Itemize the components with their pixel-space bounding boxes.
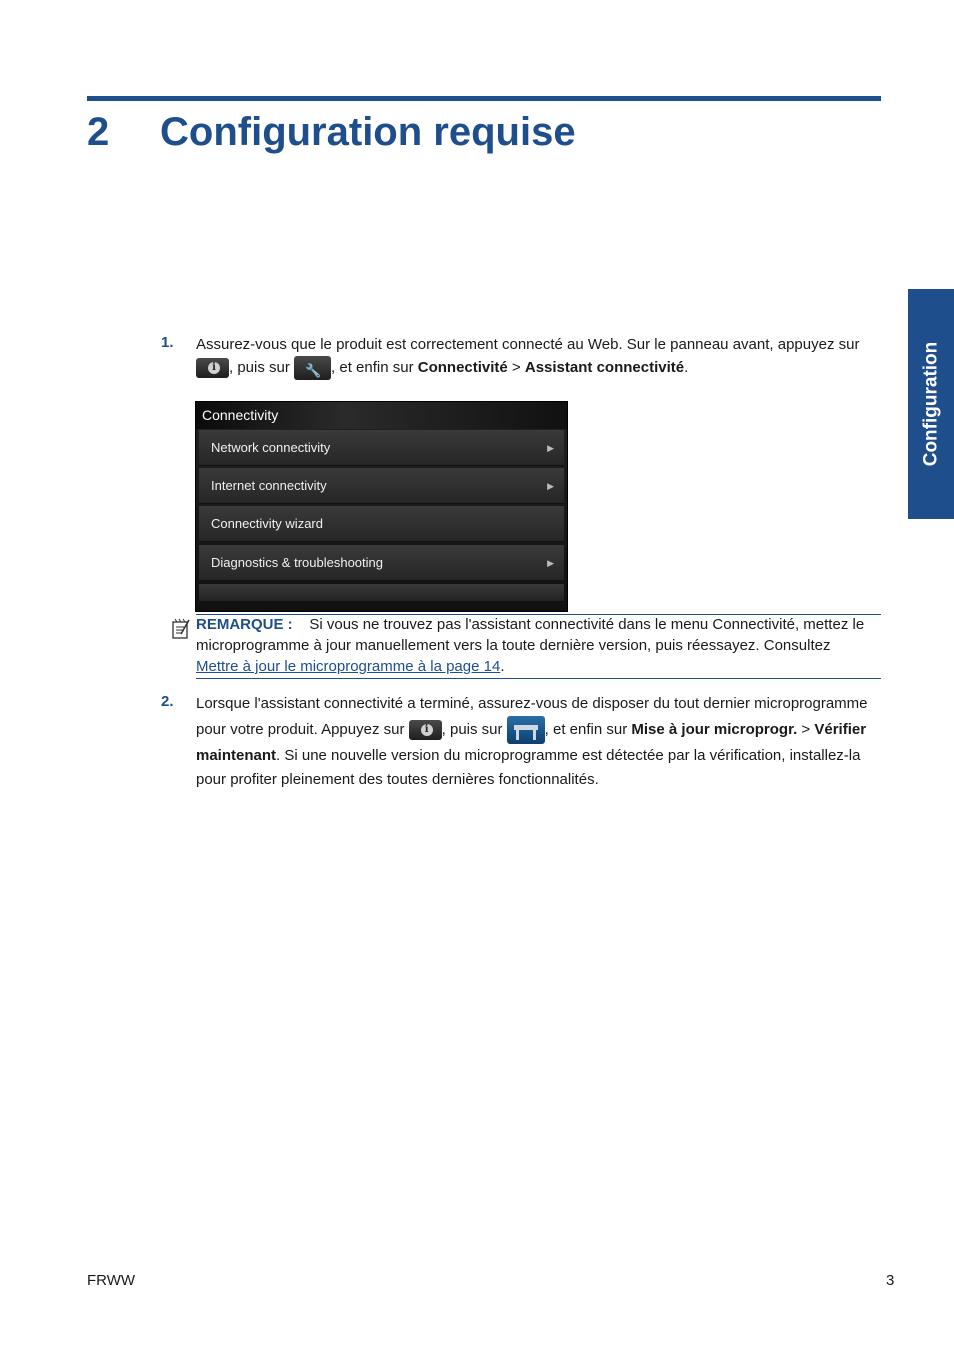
printer-icon — [507, 716, 545, 744]
page-number: 3 — [886, 1272, 895, 1289]
side-tab-label: Configuration — [920, 341, 941, 467]
chevron-right-icon: ▶ — [547, 443, 554, 453]
note-body: Si vous ne trouvez pas l'assistant connectivité dans le menu Connectivité, mettez le microprogramme à jour manuellement vers la toute dernière version, puis réessayez. Consultez — [196, 616, 865, 654]
step-1-menu-wizard: Assistant connectivité — [524, 359, 685, 376]
step-1-end: . — [684, 359, 689, 376]
note-bottom-rule — [196, 678, 881, 679]
note-label: REMARQUE : — [196, 616, 293, 633]
chevron-right-icon: ▶ — [547, 558, 554, 568]
firmware-update-link[interactable]: Mettre à jour le microprogramme à la page 14 — [196, 658, 501, 675]
footer-left: FRWW — [87, 1272, 136, 1289]
note-icon — [171, 617, 191, 639]
menu-item-internet-connectivity[interactable] — [199, 468, 564, 504]
wrench-icon — [294, 356, 331, 380]
info-icon — [196, 358, 229, 378]
panel-footer-bar — [199, 584, 564, 601]
info-icon — [409, 720, 442, 740]
step-2-separator: > — [797, 720, 815, 738]
step-1-intro: Assurez-vous que le produit est correctement connecté au Web. Sur le panneau avant, appuyez sur — [196, 336, 860, 353]
step-2-intro: Lorsque l'assistant connectivité a terminé, assurez-vous de disposer du tout dernier microprogramme pour votre produit. Appuyez sur — [196, 695, 868, 738]
step-1-text — [196, 333, 882, 380]
note-text — [196, 614, 881, 677]
connectivity-panel — [195, 401, 568, 612]
step-2-menu-check-now: Vérifier maintenant — [196, 720, 867, 764]
menu-item-network-connectivity[interactable] — [199, 430, 564, 466]
step-1-finally: , et enfin sur — [331, 359, 414, 376]
menu-item-label: Diagnostics & troubleshooting — [211, 555, 383, 570]
side-tab — [908, 289, 954, 519]
chapter-number: 2 — [87, 110, 110, 154]
step-2-text — [196, 692, 882, 792]
step-2-finally: , et enfin sur — [544, 720, 628, 738]
step-1-number: 1. — [161, 334, 174, 351]
step-1-menu-connectivity: Connectivité — [417, 359, 508, 376]
step-1-then: , puis sur — [229, 359, 290, 376]
step-2-outro: . Si une nouvelle version du microprogramme est détectée par la vérification, installez-la pour profiter pleinement des toutes dernières fonctionnalités. — [196, 747, 861, 788]
step-1-separator: > — [507, 359, 525, 376]
note-end: . — [500, 658, 505, 675]
step-2-menu-firmware: Mise à jour microprogr. — [631, 720, 798, 738]
menu-item-diagnostics[interactable] — [199, 545, 564, 581]
menu-item-connectivity-wizard[interactable] — [199, 506, 564, 542]
chapter-rule — [87, 96, 881, 101]
menu-item-label: Internet connectivity — [211, 478, 327, 493]
chapter-title: Configuration requise — [160, 110, 576, 154]
step-2-number: 2. — [161, 693, 174, 710]
menu-item-label: Connectivity wizard — [211, 516, 323, 531]
chevron-right-icon: ▶ — [547, 481, 554, 491]
panel-title: Connectivity — [196, 402, 567, 429]
menu-item-label: Network connectivity — [211, 440, 331, 455]
step-2-then: , puis sur — [441, 720, 503, 738]
